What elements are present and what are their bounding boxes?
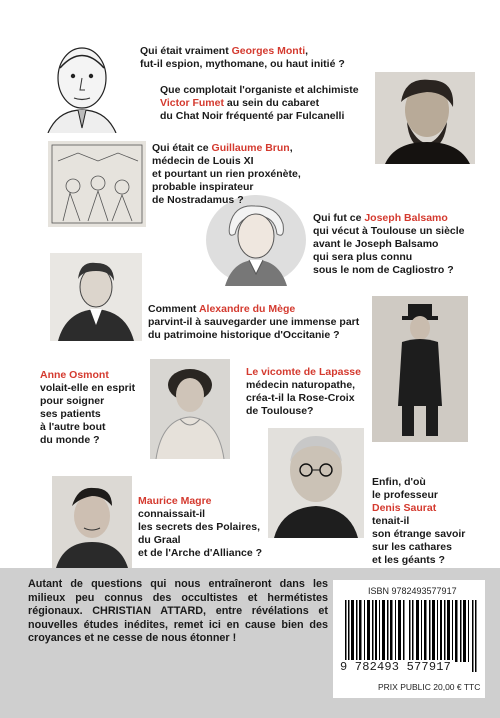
portrait-guillaume-brun xyxy=(48,141,146,227)
entry-name: Victor Fumet xyxy=(160,97,224,109)
entry-alexandre-du-mege xyxy=(148,303,359,342)
entry-name: Le vicomte de Lapasse xyxy=(246,366,361,378)
entry-line: médecin naturopathe, xyxy=(246,379,356,391)
entry-pre: Qui était vraiment xyxy=(140,45,232,57)
entry-post: au sein du cabaret xyxy=(223,97,320,109)
entry-line: tenait-il xyxy=(372,515,410,527)
entry-line: volait-elle en esprit xyxy=(40,382,136,394)
entry-denis-saurat xyxy=(372,476,465,567)
entry-name: Joseph Balsamo xyxy=(364,212,448,224)
entry-maurice-magre xyxy=(138,495,262,560)
entry-name: Georges Monti xyxy=(231,45,306,57)
entry-line: sur les cathares xyxy=(372,541,452,553)
entry-pre: Comment xyxy=(148,303,199,315)
entry-line: probable inspirateur xyxy=(152,181,254,193)
entry-name: Denis Saurat xyxy=(372,502,437,514)
entry-line: à l'autre bout xyxy=(40,421,106,433)
portrait-le-vicomte-de-lapasse xyxy=(372,296,468,442)
entry-line: du patrimoine historique d'Occitanie ? xyxy=(148,329,340,341)
portrait-denis-saurat xyxy=(268,428,364,538)
entry-line: avant le Joseph Balsamo xyxy=(313,238,439,250)
entry-line: son étrange savoir xyxy=(372,528,466,540)
entry-line: médecin de Louis XI xyxy=(152,155,254,167)
entry-line: qui vécut à Toulouse un siècle xyxy=(313,225,465,237)
entry-anne-osmont xyxy=(40,369,135,447)
entry-pre: Que complotait l'organiste et alchimiste xyxy=(160,84,359,96)
barcode-number: 9 782493 577917 xyxy=(340,660,452,674)
portrait-anne-osmont xyxy=(150,359,230,459)
entry-line: ses patients xyxy=(40,408,101,420)
entry-name: Guillaume Brun xyxy=(211,142,290,154)
entry-joseph-balsamo xyxy=(313,212,465,277)
entry-name: Maurice Magre xyxy=(138,495,212,507)
entry-line: connaissait-il xyxy=(138,508,206,520)
entry-post: , xyxy=(289,142,293,154)
portrait-alexandre-du-mege xyxy=(50,253,142,341)
portrait-maurice-magre xyxy=(52,476,132,568)
entry-pre: Qui fut ce xyxy=(313,212,365,224)
entry-pre: Enfin, d'où xyxy=(372,476,426,488)
entry-line: du monde ? xyxy=(40,434,100,446)
entry-line: de Nostradamus ? xyxy=(152,194,244,206)
entry-line: créa-t-il la Rose-Croix xyxy=(246,392,355,404)
portrait-georges-monti xyxy=(38,38,126,133)
entry-line: pour soigner xyxy=(40,395,105,407)
entry-vicomte-de-lapasse xyxy=(246,366,361,418)
isbn-label: ISBN 9782493577917 xyxy=(368,586,457,596)
entry-line: de Toulouse? xyxy=(246,405,314,417)
entry-georges-monti xyxy=(140,45,345,71)
portrait-joseph-balsamo xyxy=(205,194,307,286)
entry-victor-fumet xyxy=(160,84,359,123)
entry-name: Anne Osmont xyxy=(40,369,109,381)
entry-line: le professeur xyxy=(372,489,438,501)
entry-line: et de l'Arche d'Alliance ? xyxy=(138,547,263,559)
entry-pre: Qui était ce xyxy=(152,142,212,154)
entry-post: , xyxy=(305,45,309,57)
entry-line: qui sera plus connu xyxy=(313,251,413,263)
entry-line: parvint-il à sauvegarder une immense part xyxy=(148,316,360,328)
entry-line: du Chat Noir fréquenté par Fulcanelli xyxy=(160,110,345,122)
entry-line: et pourtant un rien proxénète, xyxy=(152,168,301,180)
entry-guillaume-brun xyxy=(152,142,301,207)
entry-name: Alexandre du Mège xyxy=(198,303,296,315)
back-cover-blurb: Autant de questions qui nous entraîneront dans les milieux peu connus des occultistes et hermétistes régionaux. CHRISTIAN ATTARD, entre révélations et nouvelles études inédites, remet ici en cause bien des croyances et ne cesse de nous étonner ! xyxy=(28,578,328,644)
entry-line: fut-il espion, mythomane, ou haut initié ? xyxy=(140,58,345,70)
entry-line: sous le nom de Cagliostro ? xyxy=(313,264,454,276)
entry-line: du Graal xyxy=(138,534,181,546)
portrait-victor-fumet xyxy=(375,72,475,164)
price-label: PRIX PUBLIC 20,00 € TTC xyxy=(378,682,481,692)
entry-line: les secrets des Polaires, xyxy=(138,521,260,533)
entry-line: et les géants ? xyxy=(372,554,445,566)
